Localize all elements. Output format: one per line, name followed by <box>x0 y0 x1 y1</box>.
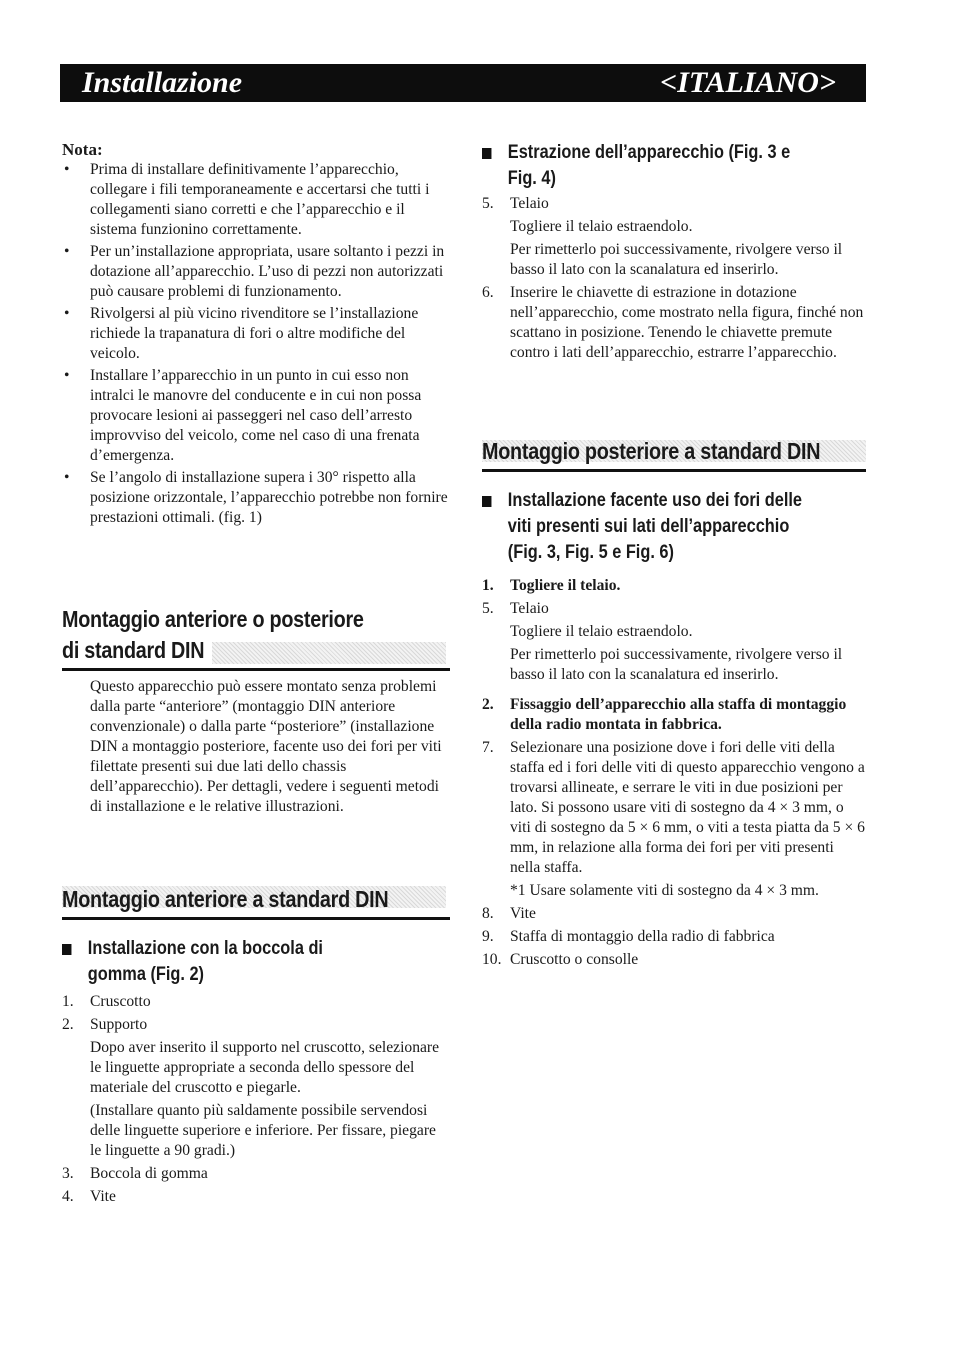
section-body: Questo apparecchio può essere montato senza problemi dalla parte “anteriore” (montaggio DIN anteriore convenzionale) o dalla parte “posteriore” (installazione DIN a montaggio posteriore, facente uso dei fori per viti filettate presenti sui due lati dello chassis dell’apparecchio). Per dettagli, vedere i seguenti metodi di installazione e le relative illustrazioni. <box>90 678 442 815</box>
item-text: Vite <box>510 905 536 922</box>
heading-line: Installazione con la boccola di <box>87 938 323 959</box>
section-posteriore <box>482 436 866 973</box>
heading-line: viti presenti sui lati dell’apparecchio <box>507 516 790 537</box>
page-header-banner <box>60 64 866 102</box>
heading-line: di standard DIN <box>62 637 205 663</box>
section-heading: Montaggio anteriore a standard DIN <box>62 886 389 912</box>
section-heading <box>62 604 449 666</box>
item-text: Cruscotto o consolle <box>510 951 639 968</box>
steps-list <box>62 992 450 1035</box>
nota-item: • Se l’angolo di installazione supera i 30° rispetto alla posizione orizzontale, l’apparecchio potrebbe non fornire prestazioni ottimali. (fig. 1) <box>62 468 450 528</box>
item-note: Per rimetterlo poi successivamente, rivolgere verso il basso il lato con la scanalatura ed inserirlo. <box>510 241 843 278</box>
nota-block <box>62 140 450 530</box>
nota-item: • Installare l’apparecchio in un punto in cui esso non intralci le manovre del conducente e in cui non possa provocare lesioni ai passeggeri nel caso dell’arresto improvviso del veicolo, come nel caso di una frenata d’emergenza. <box>62 366 450 466</box>
heading-line: Installazione facente uso dei fori delle <box>507 490 803 511</box>
item-number: 1. <box>62 993 74 1010</box>
item-number: 10. <box>482 951 502 968</box>
nota-list <box>62 160 450 528</box>
item-text: Boccola di gomma <box>90 1165 208 1182</box>
item-note: Togliere il telaio estraendolo. <box>510 623 693 640</box>
item-text: Telaio <box>510 600 549 617</box>
step-text: Togliere il telaio. <box>510 577 621 594</box>
heading-line: (Fig. 3, Fig. 5 e Fig. 6) <box>507 542 674 563</box>
item-number: 4. <box>62 1188 74 1205</box>
list-item <box>482 599 866 619</box>
item-note: *1 Usare solamente viti di sostegno da 4 × 3 mm. <box>510 882 819 899</box>
list-item <box>482 950 866 970</box>
subsection-heading <box>482 488 891 566</box>
steps-list <box>62 1164 450 1207</box>
item-text: Staffa di montaggio della radio di fabbrica <box>510 928 775 945</box>
item-note: Togliere il telaio estraendolo. <box>510 218 693 235</box>
item-note: Dopo aver inserito il supporto nel cruscotto, selezionare le linguette appropriate a seconda dello spessore del materiale del cruscotto e piegarle. <box>90 1039 440 1096</box>
item-text: Telaio <box>510 195 549 212</box>
subsection-heading <box>62 936 475 988</box>
steps-list <box>482 283 866 363</box>
steps-list <box>482 695 866 878</box>
item-number: 5. <box>482 600 494 617</box>
list-item <box>62 1164 450 1184</box>
list-item <box>62 1015 450 1035</box>
header-language: <ITALIANO> <box>660 66 836 99</box>
section-heading-underline <box>62 884 450 920</box>
list-item <box>482 738 866 878</box>
item-number: 5. <box>482 195 494 212</box>
list-item <box>482 194 866 214</box>
steps-list <box>482 194 866 214</box>
heading-line: gomma (Fig. 2) <box>87 964 205 985</box>
item-number: 9. <box>482 928 494 945</box>
item-number: 7. <box>482 739 494 756</box>
item-text: Vite <box>90 1188 116 1205</box>
item-number: 8. <box>482 905 494 922</box>
heading-line: Fig. 4) <box>507 168 556 189</box>
item-text: Selezionare una posizione dove i fori delle viti della staffa ed i fori delle viti di questo apparecchio vengono a trovarsi allineate, e serrare le viti in due posizioni per lato. Si possono usare viti di sostegno da 4 × 3 mm, o viti di sostegno da 5 × 6 mm, o viti a testa piatta da 5 × 6 mm, in relazione alla forma dei fori per viti presenti nella staffa. <box>510 739 865 876</box>
item-number: 3. <box>62 1165 74 1182</box>
nota-item: • Prima di installare definitivamente l’apparecchio, collegare i fili temporaneamente e accertarsi che tutti i collegamenti siano corretti e che l’apparecchio e il sistema funzionino correttamente. <box>62 160 450 240</box>
steps-list <box>482 576 866 619</box>
item-number: 2. <box>62 1016 74 1033</box>
step-text: Fissaggio dell’apparecchio alla staffa di montaggio della radio montata in fabbrica. <box>510 696 847 733</box>
subsection-heading <box>482 140 891 192</box>
section-heading: Montaggio posteriore a standard DIN <box>482 438 821 464</box>
step-number: 1. <box>482 577 494 594</box>
section-anteriore-posteriore <box>62 604 450 817</box>
step-heading <box>482 576 866 596</box>
step-number: 2. <box>482 696 494 713</box>
nota-title: Nota: <box>62 140 103 159</box>
section-heading-underline <box>482 436 866 472</box>
list-item <box>62 1187 450 1207</box>
nota-item: • Rivolgersi al più vicino rivenditore se l’installazione richiede la trapanatura di fori o altre modifiche del veicolo. <box>62 304 450 364</box>
section-heading-underline <box>62 604 450 671</box>
square-bullet-icon <box>482 148 491 159</box>
heading-line: Estrazione dell’apparecchio (Fig. 3 e <box>507 142 791 163</box>
item-note: (Installare quanto più saldamente possibile servendosi delle linguette superiore e inferiore. Per fissare, piegare le linguette a 90 gradi.) <box>90 1102 436 1159</box>
section-estrazione <box>482 140 866 366</box>
item-text: Supporto <box>90 1016 148 1033</box>
section-anteriore <box>62 884 450 1210</box>
list-item <box>482 283 866 363</box>
list-item <box>482 904 866 924</box>
item-number: 6. <box>482 284 494 301</box>
step-heading <box>482 695 866 735</box>
square-bullet-icon <box>62 944 71 955</box>
item-note: Per rimetterlo poi successivamente, rivolgere verso il basso il lato con la scanalatura ed inserirlo. <box>510 646 843 683</box>
list-item <box>482 927 866 947</box>
item-text: Inserire le chiavette di estrazione in dotazione nell’apparecchio, come mostrato nella figura, finché non scattano in posizione. Tenendo le chiavette premute contro i lati dell’apparecchio, estrarre l’apparecchio. <box>510 284 864 361</box>
item-text: Cruscotto <box>90 993 151 1010</box>
nota-item: • Per un’installazione appropriata, usare soltanto i pezzi in dotazione all’apparecchio. L’uso di pezzi non autorizzati può causare problemi di funzionamento. <box>62 242 450 302</box>
list-item <box>62 992 450 1012</box>
square-bullet-icon <box>482 496 491 507</box>
steps-list <box>482 904 866 970</box>
heading-line: Montaggio anteriore o posteriore <box>62 606 364 632</box>
header-title: Installazione <box>82 66 243 99</box>
